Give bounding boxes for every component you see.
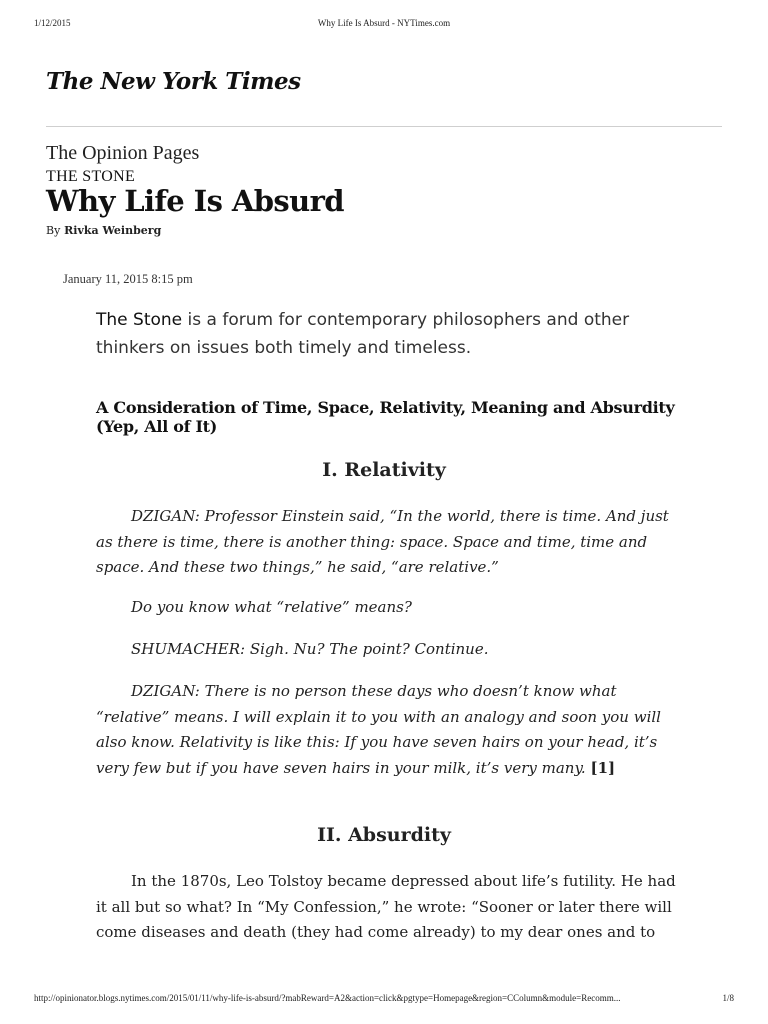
publish-date: January 11, 2015 8:15 pm	[63, 272, 193, 286]
series-intro	[96, 306, 686, 362]
dialogue-text: DZIGAN: There is no person these days who doesn’t know what “relative” means. I will explain it to you with an analogy and soon you will also know. Relativity is like this: If you have seven hairs on your head, it’s very few but if you have seven hairs in your milk, it’s very many.	[96, 682, 661, 777]
section-heading-absurdity: II. Absurdity	[317, 824, 451, 846]
section-label[interactable]: The Opinion Pages	[46, 142, 200, 164]
dialogue-paragraph: Do you know what “relative” means?	[131, 598, 412, 616]
column-kicker[interactable]: THE STONE	[46, 168, 136, 185]
nyt-masthead-logo[interactable]: The New York Times	[46, 68, 301, 95]
series-intro-text: is a forum for contemporary philosophers and other thinkers on issues both timely and timeless.	[96, 310, 630, 358]
footnote-link[interactable]: [1]	[590, 758, 616, 777]
print-page-number: 1/8	[722, 993, 734, 1003]
dialogue-paragraph: DZIGAN: Professor Einstein said, “In the world, there is time. And just as there is time, there is another thing: space. Space and time, time and space. And these two things,” he said, “are relative.”	[96, 507, 669, 576]
print-footer	[0, 993, 768, 1007]
body-paragraph: In the 1870s, Leo Tolstoy became depressed about life’s futility. He had it all but so what? In “My Confession,” he wrote: “Sooner or later there will come diseases and death (they had come already) to my dear ones and to	[96, 872, 676, 941]
author-name[interactable]: Rivka Weinberg	[64, 224, 162, 237]
byline-prefix: By	[46, 224, 61, 237]
byline	[46, 224, 161, 237]
dialogue-paragraph	[96, 679, 676, 781]
print-header	[0, 18, 768, 32]
print-page-title: Why Life Is Absurd - NYTimes.com	[317, 18, 451, 28]
dialogue-paragraph: SHUMACHER: Sigh. Nu? The point? Continue.	[131, 640, 489, 658]
print-date: 1/12/2015	[34, 18, 71, 28]
series-link[interactable]: The Stone	[96, 310, 183, 330]
article-headline: Why Life Is Absurd	[46, 184, 344, 218]
print-url: http://opinionator.blogs.nytimes.com/2015/01/11/why-life-is-absurd/?mabReward=A2&action=click&pgtype=Homepage&region=CColumn&module=Recomm...	[34, 993, 621, 1003]
masthead-divider	[46, 126, 722, 127]
article-subhead: A Consideration of Time, Space, Relativity, Meaning and Absurdity (Yep, All of It)	[96, 398, 675, 436]
section-heading-relativity: I. Relativity	[322, 459, 446, 481]
